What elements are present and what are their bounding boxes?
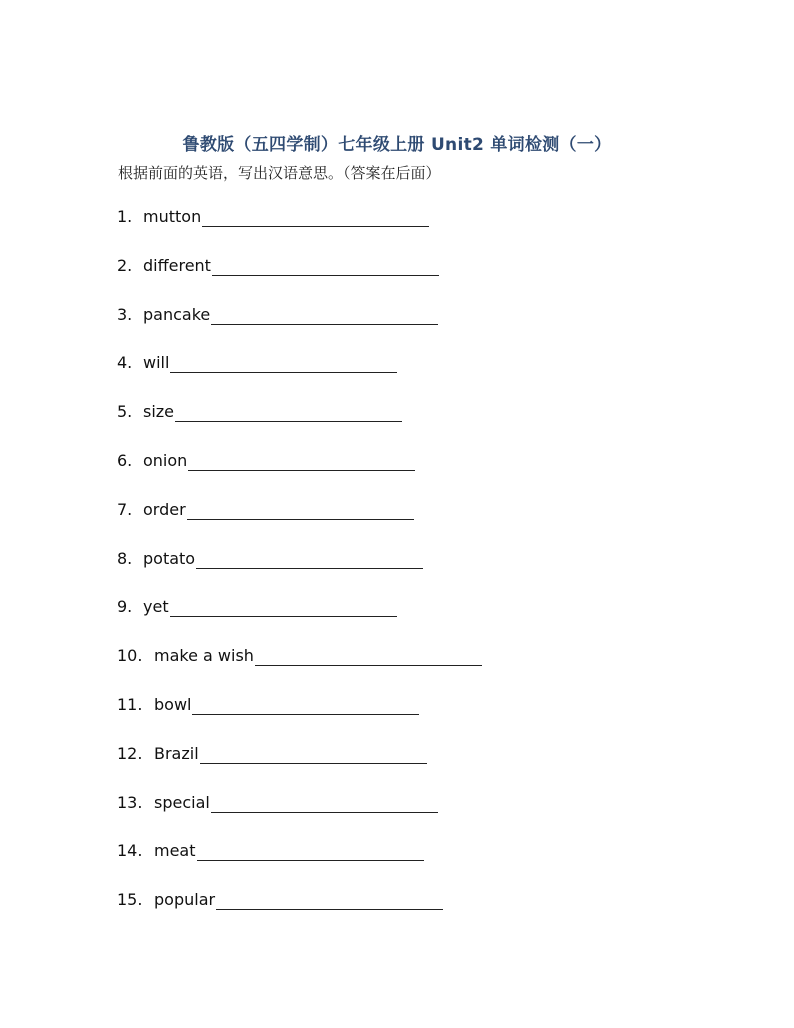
item-number: 7. <box>117 499 133 519</box>
answer-blank[interactable] <box>255 645 482 666</box>
list-item <box>117 255 482 304</box>
item-number: 11. <box>117 694 143 714</box>
list-item <box>117 499 482 548</box>
item-word: Brazil <box>154 743 199 763</box>
item-word: order <box>143 499 186 519</box>
list-item <box>117 450 482 499</box>
answer-blank[interactable] <box>200 743 427 764</box>
item-word: pancake <box>143 304 211 324</box>
item-word: special <box>154 792 210 812</box>
answer-blank[interactable] <box>187 499 414 520</box>
item-number: 13. <box>117 792 143 812</box>
list-item <box>117 401 482 450</box>
list-item <box>117 548 482 597</box>
answer-blank[interactable] <box>188 450 415 471</box>
answer-blank[interactable] <box>211 304 438 325</box>
item-word: will <box>143 353 170 373</box>
item-word: mutton <box>143 207 202 226</box>
answer-blank[interactable] <box>216 889 443 910</box>
answer-blank[interactable] <box>196 548 423 569</box>
item-number: 9. <box>117 597 133 617</box>
item-word: popular <box>154 890 216 910</box>
list-item <box>117 889 482 938</box>
item-number: 14. <box>117 841 143 861</box>
item-word: meat <box>154 841 196 861</box>
answer-blank[interactable] <box>211 792 438 813</box>
item-number: 10. <box>117 646 143 666</box>
list-item <box>117 206 482 255</box>
item-number: 3. <box>117 304 133 324</box>
item-number: 8. <box>117 548 133 568</box>
answer-blank[interactable] <box>170 596 397 617</box>
answer-blank[interactable] <box>202 206 429 227</box>
list-item <box>117 792 482 841</box>
instruction-text: 根据前面的英语，写出汉语意思。（答案在后面） <box>118 164 441 182</box>
list-item <box>117 840 482 889</box>
answer-blank[interactable] <box>175 401 402 422</box>
list-item <box>117 304 482 353</box>
worksheet-title: 鲁教版（五四学制）七年级上册 Unit2 单词检测（一） <box>182 135 612 155</box>
item-word: onion <box>143 450 188 470</box>
list-item <box>117 645 482 694</box>
item-word: bowl <box>154 694 192 714</box>
item-word: size <box>143 402 175 422</box>
item-number: 1. <box>117 207 133 226</box>
list-item <box>117 596 482 645</box>
list-item <box>117 743 482 792</box>
item-number: 5. <box>117 402 133 422</box>
vocabulary-list <box>117 206 482 938</box>
item-word: different <box>143 255 211 275</box>
answer-blank[interactable] <box>197 840 424 861</box>
item-word: potato <box>143 548 196 568</box>
item-number: 15. <box>117 890 143 910</box>
answer-blank[interactable] <box>170 352 397 373</box>
item-word: make a wish <box>154 646 254 666</box>
item-number: 6. <box>117 450 133 470</box>
item-number: 4. <box>117 353 133 373</box>
answer-blank[interactable] <box>212 255 439 276</box>
item-number: 12. <box>117 743 143 763</box>
item-word: yet <box>143 597 169 617</box>
list-item <box>117 694 482 743</box>
list-item <box>117 352 482 401</box>
item-number: 2. <box>117 255 133 275</box>
answer-blank[interactable] <box>192 694 419 715</box>
